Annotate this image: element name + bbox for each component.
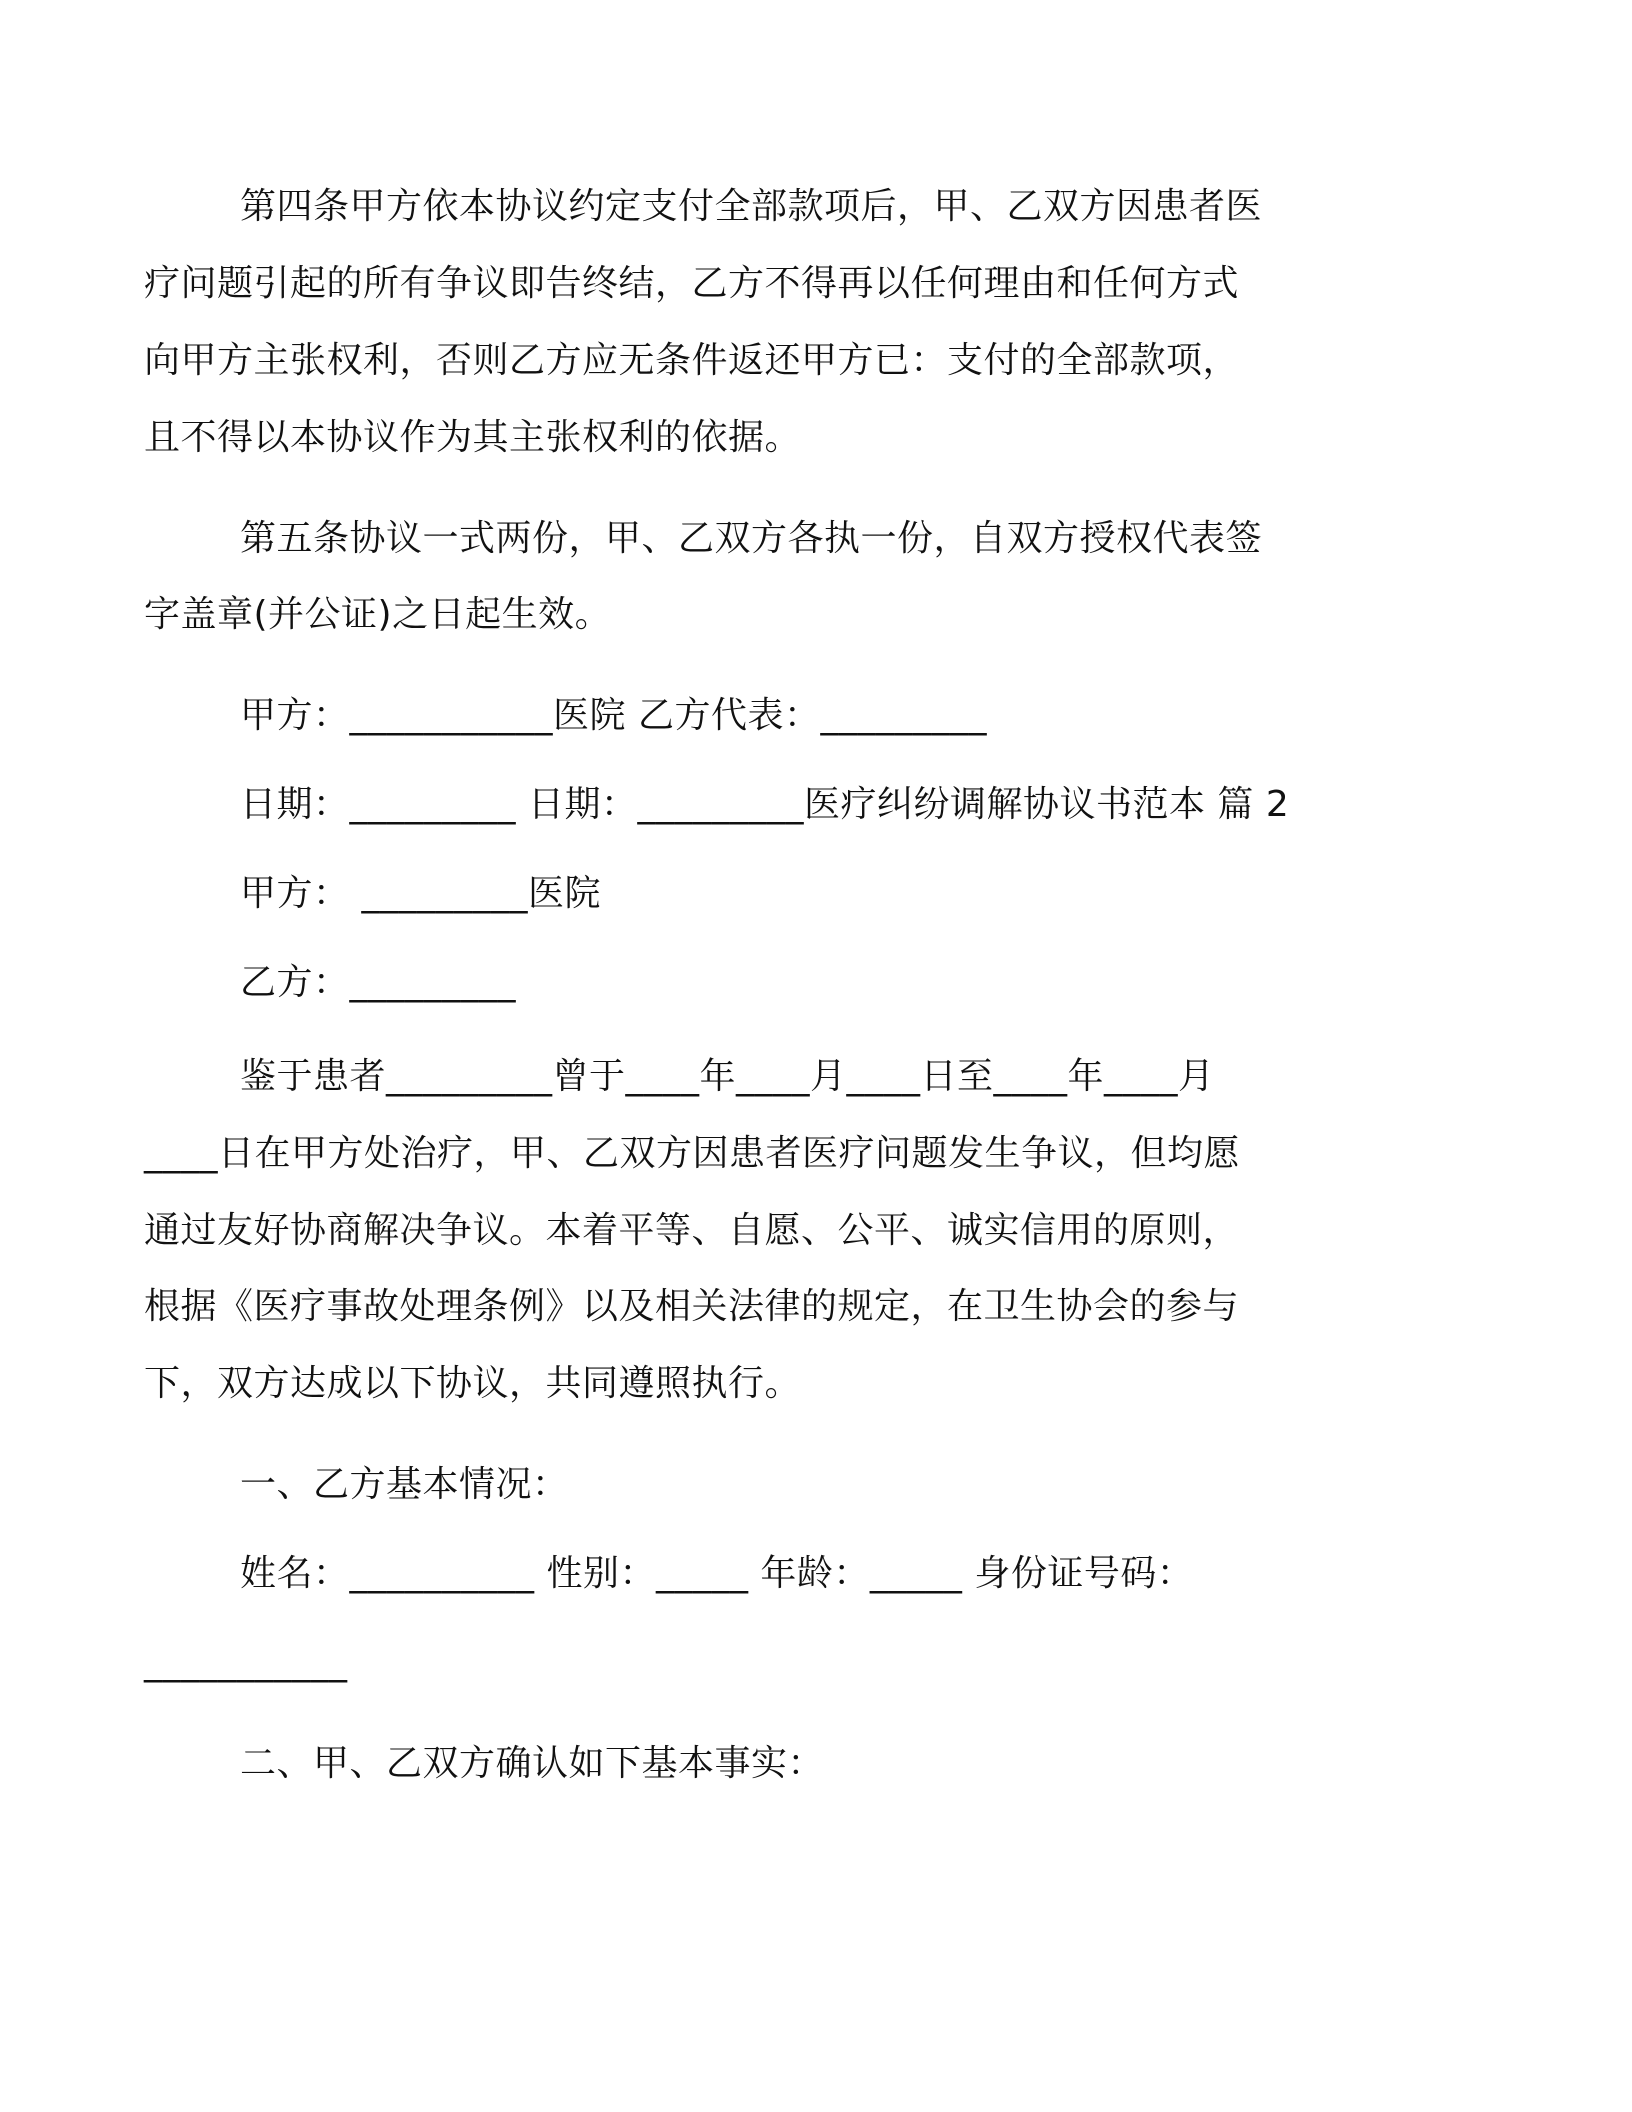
whereas-line-2: ____日在甲方处治疗，甲、乙双方因患者医疗问题发生争议，但均愿 xyxy=(144,1132,1241,1174)
article-4-line-4: 且不得以本协议作为其主张权利的依据。 xyxy=(144,416,802,458)
whereas-line-3: 通过友好协商解决争议。本着平等、自愿、公平、诚实信用的原则， xyxy=(144,1209,1240,1251)
whereas-line-4: 根据《医疗事故处理条例》以及相关法律的规定，在卫生协会的参与 xyxy=(144,1286,1240,1328)
signature-date-line: 日期：_________ 日期：_________医疗纠纷调解协议书范本 篇 2 xyxy=(240,784,1290,826)
article-4-line-1: 第四条甲方依本协议约定支付全部款项后，甲、乙双方因患者医 xyxy=(240,186,1263,227)
article-5-paragraph xyxy=(144,517,1390,636)
whereas-paragraph xyxy=(144,1055,1390,1405)
party-b: 乙方：_________ xyxy=(240,961,517,1003)
party-a-hospital: 甲方： _________医院 xyxy=(240,873,601,914)
article-5-line-2: 字盖章(并公证)之日起生效。 xyxy=(144,594,612,636)
whereas-line-5: 下，双方达成以下协议，共同遵照执行。 xyxy=(144,1363,802,1405)
article-4-line-3: 向甲方主张权利，否则乙方应无条件返还甲方已：支付的全部款项， xyxy=(144,339,1240,381)
article-5-line-1: 第五条协议一式两份，甲、乙双方各执一份，自双方授权代表签 xyxy=(240,517,1263,559)
whereas-line-1: 鉴于患者_________曾于____年____月____日至____年____月 xyxy=(240,1055,1215,1097)
document-body xyxy=(144,186,1390,1784)
section-2-heading: 二、甲、乙双方确认如下基本事实： xyxy=(240,1742,825,1784)
article-4-paragraph xyxy=(144,186,1390,458)
id-number-blank: ___________ xyxy=(144,1641,348,1683)
article-4-line-2: 疗问题引起的所有争议即告终结，乙方不得再以任何理由和任何方式 xyxy=(144,262,1240,304)
party-b-info-line: 姓名：__________ 性别：_____ 年龄：_____ 身份证号码： xyxy=(240,1553,1194,1594)
section-1-heading: 一、乙方基本情况： xyxy=(240,1464,569,1506)
signature-line-party-a: 甲方：___________医院 乙方代表：_________ xyxy=(240,695,987,737)
